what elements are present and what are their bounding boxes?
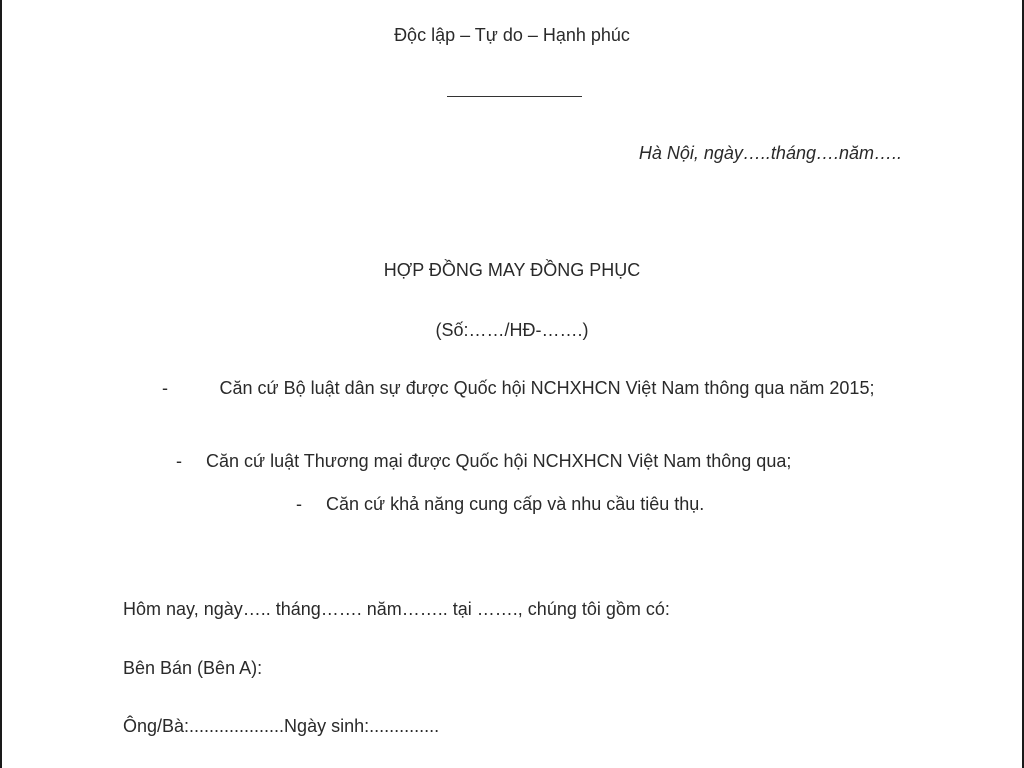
bullet-dash: - (296, 494, 302, 514)
legal-basis-text: Căn cứ Bộ luật dân sự được Quốc hội NCHXHCN Việt Nam thông qua năm 2015; (219, 378, 875, 398)
contract-title: HỢP ĐỒNG MAY ĐỒNG PHỤC (383, 260, 641, 280)
person-info-line: Ông/Bà:...................Ngày sinh:.............. (123, 716, 440, 736)
legal-basis-item (176, 448, 791, 474)
legal-basis-item (162, 375, 902, 401)
today-paragraph: Hôm nay, ngày….. tháng……. năm…….. tại ……., chúng tôi gồm có: (123, 599, 670, 619)
bullet-dash: - (176, 451, 182, 471)
national-motto: Độc lập – Tự do – Hạnh phúc (394, 25, 630, 45)
date-place-line: Hà Nội, ngày…..tháng….năm….. (638, 143, 902, 163)
legal-basis-text: Căn cứ luật Thương mại được Quốc hội NCHXHCN Việt Nam thông qua; (206, 451, 792, 471)
divider-rule (447, 96, 582, 97)
bullet-dash: - (162, 378, 168, 398)
legal-basis-text: Căn cứ khả năng cung cấp và nhu cầu tiêu thụ. (326, 494, 705, 514)
contract-number: (Số:……/HĐ-…….) (435, 320, 589, 340)
legal-basis-item (296, 491, 704, 517)
seller-label: Bên Bán (Bên A): (123, 658, 263, 678)
